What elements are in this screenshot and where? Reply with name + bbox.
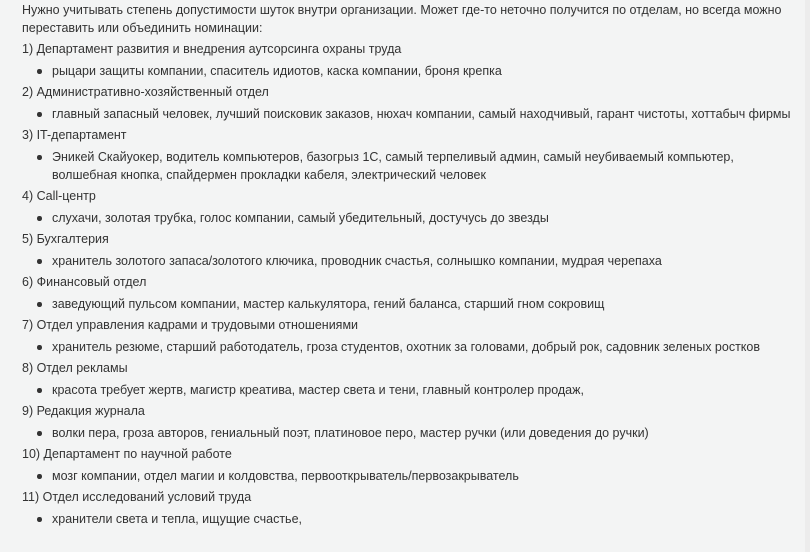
- nomination-list: [22, 338, 792, 356]
- department-title: 2) Административно-хозяйственный отдел: [22, 85, 269, 99]
- nomination-list: [22, 105, 792, 123]
- department-section: [22, 230, 792, 270]
- nomination-text: заведующий пульсом компании, мастер калькулятора, гений баланса, старший гном сокровищ: [52, 297, 605, 311]
- bullet-icon: [37, 474, 42, 479]
- nomination-text: мозг компании, отдел магии и колдовства, первооткрыватель/первозакрыватель: [52, 469, 519, 483]
- bullet-icon: [37, 302, 42, 307]
- list-item: [22, 252, 792, 270]
- department-section: [22, 83, 792, 123]
- nomination-text: хранители света и тепла, ищущие счастье,: [52, 512, 302, 526]
- nomination-list: [22, 295, 792, 313]
- nomination-list: [22, 209, 792, 227]
- department-title: 4) Call-центр: [22, 189, 96, 203]
- list-item: [22, 467, 792, 485]
- bullet-icon: [37, 345, 42, 350]
- nomination-text: главный запасный человек, лучший поисковик заказов, нюхач компании, самый находчивый, гарант чистоты, хоттабыч фирмы: [52, 107, 791, 121]
- nomination-list: [22, 252, 792, 270]
- bullet-icon: [37, 431, 42, 436]
- list-item: [22, 105, 792, 123]
- list-item: [22, 338, 792, 356]
- department-title: 9) Редакция журнала: [22, 404, 145, 418]
- article-body: [22, 0, 792, 531]
- list-item: [22, 381, 792, 399]
- department-title: 11) Отдел исследований условий труда: [22, 490, 252, 504]
- nomination-list: [22, 62, 792, 80]
- list-item: [22, 510, 792, 528]
- bullet-icon: [37, 216, 42, 221]
- bullet-icon: [37, 259, 42, 264]
- nomination-list: [22, 467, 792, 485]
- nomination-list: [22, 381, 792, 399]
- department-title: 3) IT-департамент: [22, 128, 127, 142]
- nomination-text: хранитель резюме, старший работодатель, гроза студентов, охотник за головами, добрый рок, садовник зеленых ростков: [52, 340, 761, 354]
- bullet-icon: [37, 388, 42, 393]
- bullet-icon: [37, 155, 42, 160]
- department-title: 7) Отдел управления кадрами и трудовыми отношениями: [22, 318, 359, 332]
- list-item: [22, 424, 792, 442]
- department-section: [22, 273, 792, 313]
- department-section: [22, 316, 792, 356]
- list-item: [22, 209, 792, 227]
- department-title: 6) Финансовый отдел: [22, 275, 147, 289]
- bullet-icon: [37, 69, 42, 74]
- nomination-text: волки пера, гроза авторов, гениальный поэт, платиновое перо, мастер ручки (или доведения до ручки): [52, 426, 649, 440]
- list-item: [22, 295, 792, 313]
- department-title: 8) Отдел рекламы: [22, 361, 128, 375]
- department-title: 1) Департамент развития и внедрения аутсорсинга охраны труда: [22, 42, 402, 56]
- bullet-icon: [37, 517, 42, 522]
- nomination-text: Эникей Скайуокер, водитель компьютеров, базогрыз 1С, самый терпеливый админ, самый неубиваемый компьютер, волшебная кнопка, спайдермен прокладки кабеля, электрический человек: [52, 150, 734, 182]
- intro-paragraph: Нужно учитывать степень допустимости шуток внутри организации. Может где-то неточно получится по отделам, но всегда можно переставить или объединить номинации:: [22, 3, 782, 35]
- department-section: [22, 40, 792, 80]
- list-item: [22, 148, 792, 184]
- nomination-text: красота требует жертв, магистр креатива, мастер света и тени, главный контролер продаж,: [52, 383, 584, 397]
- list-item: [22, 62, 792, 80]
- nominations-list: [22, 40, 792, 528]
- nomination-text: хранитель золотого запаса/золотого ключика, проводник счастья, солнышко компании, мудрая черепаха: [52, 254, 662, 268]
- bullet-icon: [37, 112, 42, 117]
- department-title: 5) Бухгалтерия: [22, 232, 109, 246]
- nomination-list: [22, 148, 792, 184]
- department-section: [22, 488, 792, 528]
- department-section: [22, 126, 792, 184]
- department-section: [22, 359, 792, 399]
- department-section: [22, 445, 792, 485]
- nomination-text: слухачи, золотая трубка, голос компании, самый убедительный, достучусь до звезды: [52, 211, 549, 225]
- department-section: [22, 187, 792, 227]
- department-title: 10) Департамент по научной работе: [22, 447, 232, 461]
- scrollbar-track[interactable]: [805, 0, 810, 552]
- nomination-text: рыцари защиты компании, спаситель идиотов, каска компании, броня крепка: [52, 64, 502, 78]
- nomination-list: [22, 510, 792, 528]
- department-section: [22, 402, 792, 442]
- nomination-list: [22, 424, 792, 442]
